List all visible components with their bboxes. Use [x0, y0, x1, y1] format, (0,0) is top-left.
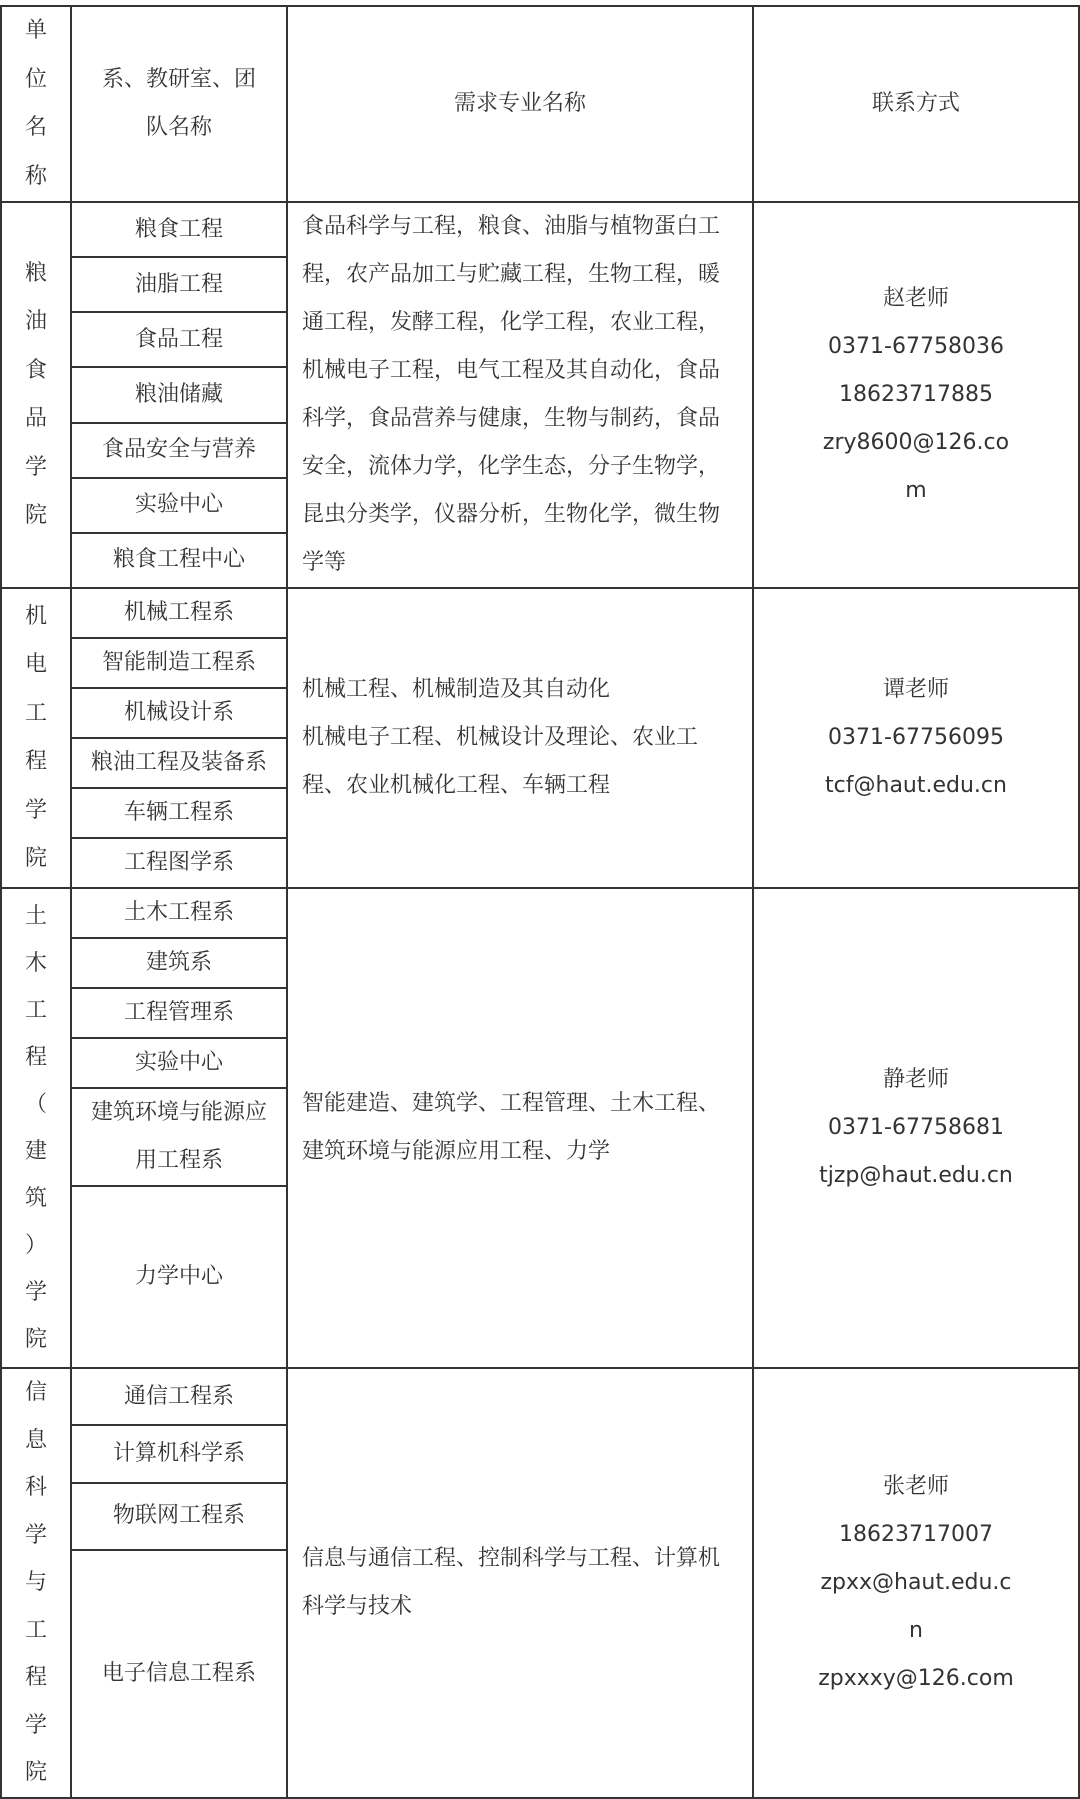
recruitment-table — [0, 5, 1080, 1799]
contact-cell — [753, 1368, 1079, 1798]
dept-cell: 通信工程系 — [71, 1368, 287, 1425]
header-major-cell — [287, 6, 753, 202]
contact-name: 静老师 — [882, 1067, 949, 1092]
college-row — [1, 1368, 1079, 1425]
dept-cell: 粮油储藏 — [71, 367, 287, 422]
college-name-char: 工 — [24, 1617, 47, 1643]
contact-phone: 0371-67756095 — [828, 725, 1004, 750]
header-unit-char: 称 — [24, 163, 47, 189]
contact-cell — [753, 202, 1079, 588]
college-name-cell — [1, 202, 71, 588]
college-name-char: 电 — [24, 652, 47, 677]
college-name-char: 筑 — [24, 1186, 47, 1211]
college-name-char: 院 — [24, 1327, 47, 1352]
college-name-char: 科 — [24, 1475, 47, 1500]
college-name-char: 学 — [24, 797, 47, 823]
dept-cell: 粮食工程 — [71, 202, 287, 257]
college-name-char: ） — [24, 1233, 47, 1258]
dept-cell: 食品工程 — [71, 312, 287, 367]
header-contact-label: 联系方式 — [871, 91, 960, 116]
college-name-char: 程 — [24, 1045, 47, 1070]
college-name-cell — [1, 888, 71, 1368]
contact-name: 赵老师 — [882, 286, 949, 311]
header-unit-cell — [1, 6, 71, 202]
majors-cell: 食品科学与工程，粮食、油脂与植物蛋白工程，农产品加工与贮藏工程，生物工程，暖通工程，发酵工程，化学工程，农业工程，机械电子工程，电气工程及其自动化，食品科学，食品营养与健康，生物与制药，食品安全，流体力学，化学生态，分子生物学，昆虫分类学，仪器分析，生物化学，微生物学等 — [287, 202, 753, 588]
contact-email: zpxx@haut.edu.c — [820, 1569, 1012, 1595]
dept-cell: 食品安全与营养 — [71, 423, 287, 478]
college-name-char: 院 — [24, 1760, 47, 1785]
dept-cell: 建筑系 — [71, 938, 287, 988]
dept-cell: 油脂工程 — [71, 257, 287, 312]
college-name-char: 院 — [24, 846, 47, 871]
dept-cell: 机械设计系 — [71, 688, 287, 738]
dept-cell: 粮食工程中心 — [71, 533, 287, 588]
college-name-char: 建 — [24, 1139, 47, 1164]
header-dept-label: 系、教研室、团队名称 — [101, 67, 256, 140]
contact-phone: 0371-67758681 — [828, 1115, 1004, 1140]
college-row — [1, 588, 1079, 638]
header-dept-cell — [71, 6, 287, 202]
college-name-char: 食 — [24, 357, 47, 383]
college-name-char: 粮 — [24, 260, 47, 286]
contact-mobile: 18623717885 — [839, 382, 993, 407]
contact-email-2: zpxxxy@126.com — [818, 1665, 1014, 1691]
college-name-char: 木 — [24, 951, 47, 976]
college-name-char: 息 — [24, 1427, 47, 1453]
contact-name: 谭老师 — [882, 677, 949, 702]
contact-name: 张老师 — [882, 1473, 949, 1499]
dept-cell: 力学中心 — [71, 1186, 287, 1368]
dept-cell: 工程图学系 — [71, 838, 287, 888]
contact-email: tcf@haut.edu.cn — [825, 773, 1007, 798]
contact-email: tjzp@haut.edu.cn — [819, 1163, 1013, 1188]
dept-cell: 粮油工程及装备系 — [71, 738, 287, 788]
college-name-char: 机 — [24, 603, 47, 629]
dept-cell: 实验中心 — [71, 1038, 287, 1088]
college-name-char: 程 — [24, 749, 47, 774]
college-name-char: 程 — [24, 1665, 47, 1690]
header-major-label: 需求专业名称 — [453, 91, 586, 116]
dept-cell: 实验中心 — [71, 478, 287, 533]
college-name-char: 工 — [24, 998, 47, 1023]
header-unit-char: 位 — [24, 66, 47, 92]
dept-label: 建筑环境与能源应用工程系 — [90, 1100, 267, 1173]
majors-line: 机械工程、机械制造及其自动化 — [302, 677, 611, 702]
contact-cell — [753, 888, 1079, 1368]
majors-cell: 信息与通信工程、控制科学与工程、计算机科学与技术 — [287, 1368, 753, 1798]
dept-cell: 机械工程系 — [71, 588, 287, 638]
majors-cell: 智能建造、建筑学、工程管理、土木工程、建筑环境与能源应用工程、力学 — [287, 888, 753, 1368]
contact-mobile: 18623717007 — [839, 1521, 993, 1547]
contact-email-cont: n — [909, 1617, 923, 1643]
dept-cell: 物联网工程系 — [71, 1483, 287, 1550]
college-name-char: 学 — [24, 454, 47, 480]
college-name-char: 油 — [24, 309, 47, 334]
header-row — [1, 6, 1079, 202]
college-row — [1, 888, 1079, 938]
dept-cell: 电子信息工程系 — [71, 1550, 287, 1797]
college-name-char: （ — [24, 1092, 47, 1117]
college-name-char: 土 — [24, 904, 47, 929]
majors-cell — [287, 588, 753, 888]
header-unit-char: 名 — [24, 115, 47, 140]
college-name-char: 院 — [24, 503, 47, 528]
college-name-cell — [1, 588, 71, 888]
college-name-char: 品 — [24, 406, 47, 431]
college-name-char: 与 — [24, 1570, 47, 1595]
header-contact-cell — [753, 6, 1079, 202]
college-name-char: 学 — [24, 1522, 47, 1548]
dept-cell: 土木工程系 — [71, 888, 287, 938]
majors-line: 机械电子工程、机械设计及理论、农业工程、农业机械化工程、车辆工程 — [302, 725, 699, 798]
college-name-char: 学 — [24, 1712, 47, 1738]
contact-email-cont: m — [905, 478, 927, 503]
dept-cell: 智能制造工程系 — [71, 638, 287, 688]
dept-cell: 车辆工程系 — [71, 788, 287, 838]
header-unit-char: 单 — [24, 18, 47, 43]
college-name-char: 工 — [24, 700, 47, 726]
contact-email: zry8600@126.co — [822, 430, 1010, 455]
college-name-char: 信 — [24, 1380, 47, 1405]
dept-cell — [71, 1088, 287, 1186]
contact-phone: 0371-67758036 — [828, 334, 1004, 359]
contact-cell — [753, 588, 1079, 888]
college-name-cell — [1, 1368, 71, 1798]
dept-cell: 计算机科学系 — [71, 1425, 287, 1482]
dept-cell: 工程管理系 — [71, 988, 287, 1038]
college-row — [1, 202, 1079, 257]
college-name-char: 学 — [24, 1280, 47, 1305]
